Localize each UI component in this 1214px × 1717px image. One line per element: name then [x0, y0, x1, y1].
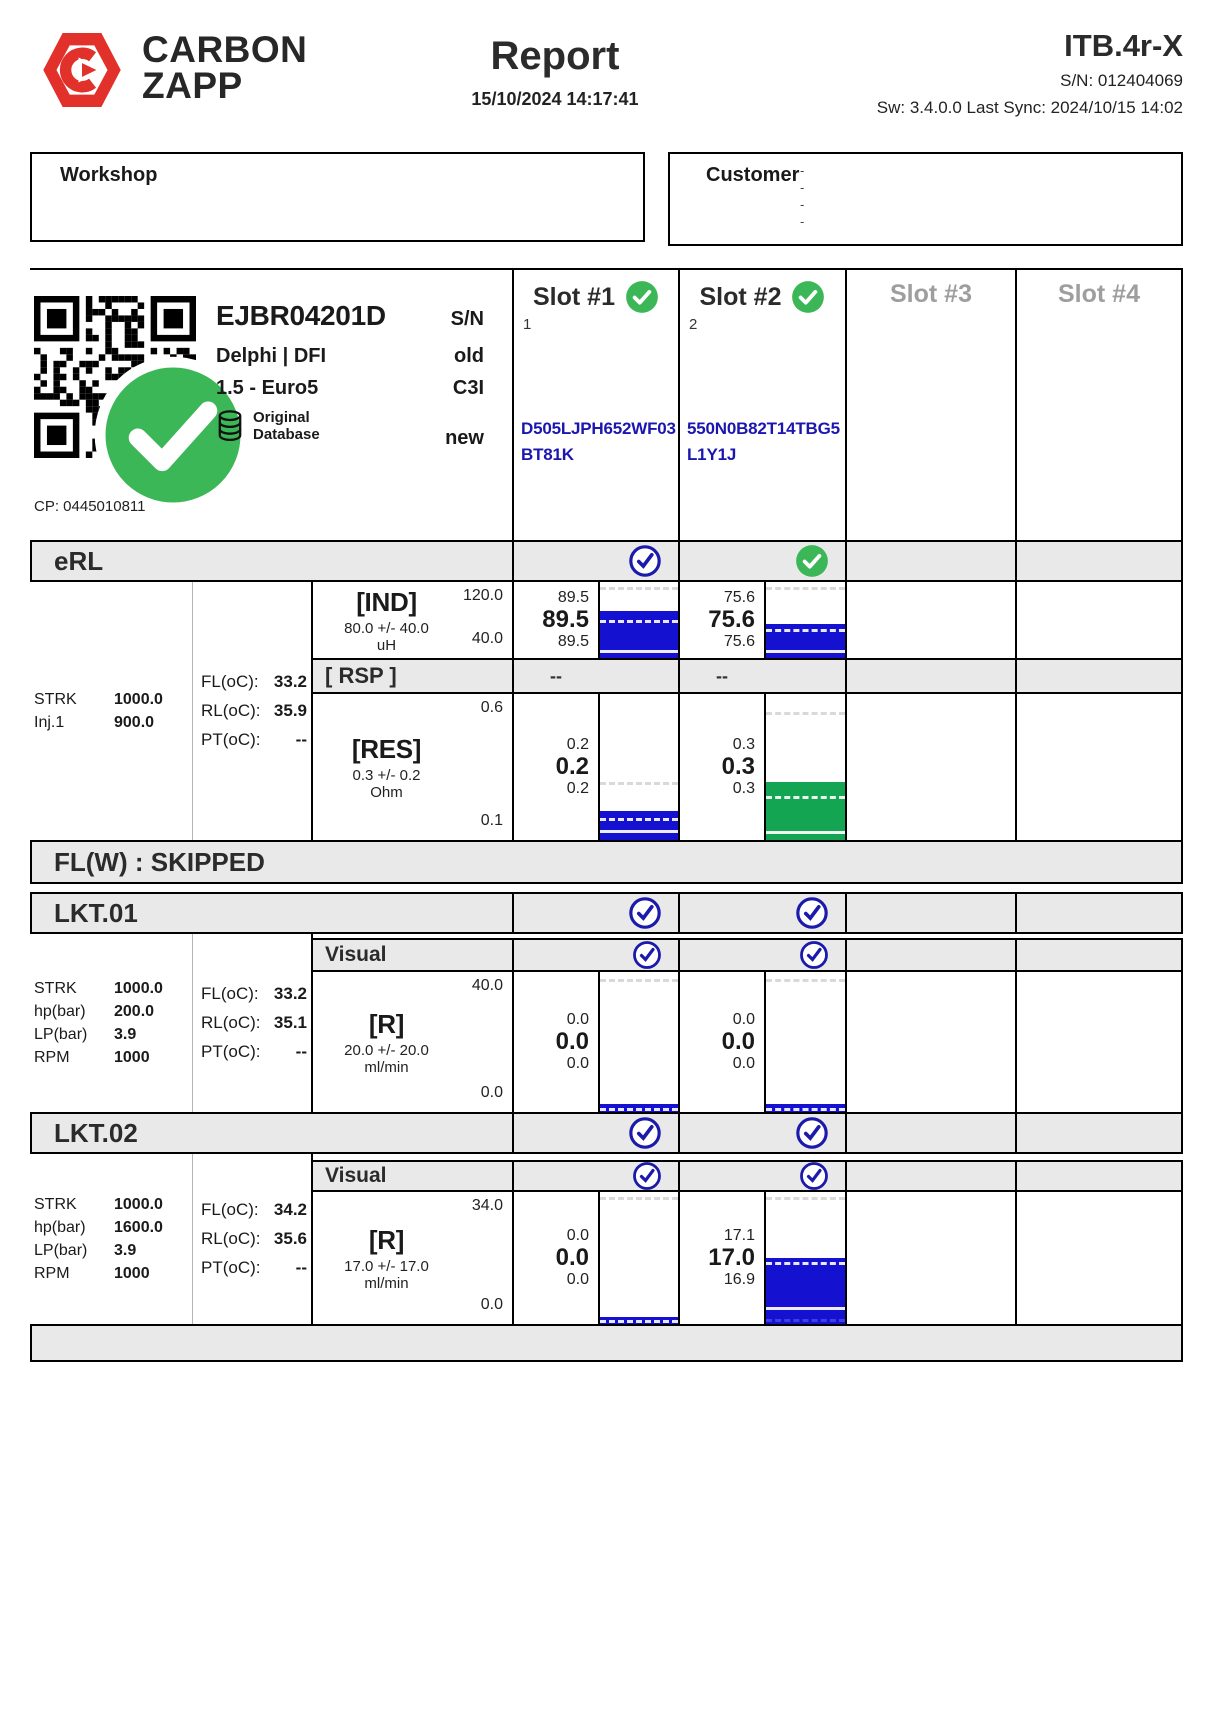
report-datetime: 15/10/2024 14:17:41: [471, 89, 639, 109]
slot-2-serial: 550N0B82T14TBG5 L1Y1J: [687, 419, 840, 465]
lkt02-r-tolerance: 17.0 +/- 17.0: [344, 1257, 429, 1275]
customer-lines: - - - -: [800, 163, 805, 229]
workshop-label: Workshop: [60, 164, 158, 186]
lkt02-visual-slot2-check-icon: [799, 1161, 829, 1191]
lkt02-visual-label: Visual: [325, 1164, 387, 1187]
lkt01-r-test-name: [R]: [368, 1008, 405, 1039]
rsp-test-name: [ RSP ]: [325, 663, 397, 688]
lkt02-params: STRK 1000.0 hp(bar) 1600.0 LP(bar) 3.9 RPM 1000: [30, 1154, 193, 1324]
res-slot2-values: 0.3 0.3 0.3: [721, 735, 755, 798]
results-table: [30, 268, 1183, 1362]
section-erl-body: [30, 582, 1183, 840]
lkt02-r-slot1-bar-gauge: [598, 1192, 678, 1324]
ind-scale-min: 40.0: [471, 630, 503, 647]
slot-1-serial: D505LJPH652WF03 BT81K: [521, 419, 676, 465]
lkt01-visual-slot1-check-icon: [632, 940, 662, 970]
table-footer-band: [30, 1324, 1183, 1362]
brand-line2: ZAPP: [142, 64, 243, 106]
section-lkt01-header: [30, 892, 1183, 934]
section-flw-header: [30, 840, 1183, 884]
slot-1-title: Slot #1: [533, 282, 615, 311]
col-label-new: new: [445, 427, 484, 449]
lkt01-slot1-check-icon: [628, 896, 662, 930]
col-label-old: old: [454, 345, 484, 367]
report-title-block: [395, 34, 715, 110]
lkt02-conditions: FL(oC): 34.2 RL(oC): 35.6 PT(oC): --: [193, 1154, 313, 1324]
res-test-name: [RES]: [351, 733, 422, 764]
erl-slot2-check-icon: [795, 544, 829, 578]
injector-details: [216, 300, 484, 450]
machine-model: ITB.4r-X: [1064, 28, 1183, 63]
page-title: Report: [490, 34, 620, 78]
carbon-zapp-logo-icon: [38, 26, 126, 114]
ind-slot1-bar-gauge: [598, 582, 678, 658]
slot-4-header: [1015, 270, 1183, 540]
slot-2-header: [678, 270, 845, 540]
test-row-rsp: [313, 658, 1183, 694]
lkt01-conditions: FL(oC): 33.2 RL(oC): 35.1 PT(oC): --: [193, 934, 313, 1112]
res-tolerance: 0.3 +/- 0.2: [352, 766, 421, 784]
slot-4-title: Slot #4: [1058, 280, 1140, 308]
lkt02-r-slot2-bar-gauge: [764, 1192, 845, 1324]
res-slot1-bar-gauge: [598, 694, 678, 840]
cp-number: CP: 0445010811: [34, 498, 146, 515]
lkt01-r-slot1-values: 0.0 0.0 0.0: [555, 1010, 589, 1073]
lkt02-r-unit: ml/min: [364, 1274, 409, 1292]
res-unit: Ohm: [370, 783, 403, 801]
ind-test-name: [IND]: [356, 586, 417, 617]
injector-make: Delphi | DFI: [216, 345, 327, 367]
lkt01-r-scale-max: 40.0: [471, 977, 503, 994]
res-slot1-values: 0.2 0.2 0.2: [555, 735, 589, 798]
lkt01-r-scale-min: 0.0: [480, 1084, 503, 1101]
ind-slot2-values: 75.6 75.6 75.6: [708, 588, 755, 651]
res-scale-max: 0.6: [480, 699, 503, 716]
col-label-c3i: C3I: [452, 377, 484, 399]
lkt01-params: STRK 1000.0 hp(bar) 200.0 LP(bar) 3.9 RPM 1000: [30, 934, 193, 1112]
slot-3-header: [845, 270, 1015, 540]
injector-engine: 1.5 - Euro5: [216, 377, 319, 399]
lkt02-r-scale-min: 0.0: [480, 1296, 503, 1313]
lkt01-r-slot1-bar-gauge: [598, 972, 678, 1112]
brand-line1: CARBON: [142, 29, 308, 70]
test-row-lkt01-r: [313, 972, 1183, 1112]
section-lkt01-label: LKT.01: [54, 897, 138, 928]
ind-scale-max: 120.0: [462, 587, 503, 604]
machine-info: [877, 28, 1183, 118]
machine-sync: Sw: 3.4.0.0 Last Sync: 2024/10/15 14:02: [876, 98, 1183, 117]
section-lkt02-body: [30, 1154, 1183, 1324]
section-lkt02-label: LKT.02: [54, 1117, 138, 1148]
database-label-1: Original: [253, 409, 310, 427]
rsp-slot2-value: --: [716, 665, 728, 686]
slot-1-number: 1: [523, 316, 532, 333]
test-row-res: [313, 694, 1183, 840]
injector-code: EJBR04201D: [216, 300, 386, 331]
slot-1-pass-check-icon: [625, 280, 659, 314]
injector-info-cell: [30, 270, 512, 540]
machine-serial: S/N: 012404069: [1060, 71, 1183, 90]
test-row-lkt02-r: [313, 1192, 1183, 1324]
customer-box: [668, 152, 1183, 246]
erl-slot1-check-icon: [628, 544, 662, 578]
database-label-2: Database: [253, 426, 320, 443]
slot-2-pass-check-icon: [791, 280, 825, 314]
slot-1-header: [512, 270, 678, 540]
ind-slot1-values: 89.5 89.5 89.5: [542, 588, 589, 651]
section-erl-header: [30, 540, 1183, 582]
slot-2-number: 2: [689, 316, 698, 333]
qr-code: [34, 296, 196, 458]
table-header-row: [30, 270, 1183, 540]
lkt01-slot2-check-icon: [795, 896, 829, 930]
col-label-sn: S/N: [450, 308, 484, 330]
res-slot2-bar-gauge: [764, 694, 845, 840]
lkt01-r-slot2-values: 0.0 0.0 0.0: [721, 1010, 755, 1073]
lkt01-visual-label: Visual: [325, 943, 387, 966]
ind-tolerance: 80.0 +/- 40.0: [344, 619, 429, 637]
erl-conditions: FL(oC): 33.2 RL(oC): 35.9 PT(oC): --: [193, 582, 313, 840]
lkt01-visual-row: [313, 938, 1183, 972]
lkt02-r-slot2-values: 17.1 17.0 16.9: [708, 1226, 755, 1289]
ind-unit: uH: [376, 636, 397, 654]
lkt02-visual-slot1-check-icon: [632, 1161, 662, 1191]
database-badge: [216, 410, 320, 444]
slot-2-title: Slot #2: [699, 282, 782, 311]
workshop-box: [30, 152, 645, 242]
res-scale-min: 0.1: [480, 812, 503, 829]
lkt02-slot1-check-icon: [628, 1116, 662, 1150]
customer-label: Customer: [706, 164, 800, 186]
lkt02-r-test-name: [R]: [368, 1224, 405, 1255]
section-erl-label: eRL: [54, 545, 104, 576]
section-lkt01-body: [30, 934, 1183, 1112]
test-row-ind: [313, 582, 1183, 658]
lkt01-visual-slot2-check-icon: [799, 940, 829, 970]
lkt02-r-slot1-values: 0.0 0.0 0.0: [555, 1226, 589, 1289]
lkt01-r-unit: ml/min: [364, 1058, 409, 1076]
lkt01-r-slot2-bar-gauge: [764, 972, 845, 1112]
lkt01-r-tolerance: 20.0 +/- 20.0: [344, 1041, 429, 1059]
rsp-slot1-value: --: [550, 665, 562, 686]
erl-params: STRK 1000.0 Inj.1 900.0: [30, 582, 193, 840]
lkt02-r-scale-max: 34.0: [471, 1197, 503, 1214]
section-flw-label: FL(W) : SKIPPED: [54, 846, 265, 877]
slot-3-title: Slot #3: [890, 280, 972, 308]
database-icon: [216, 410, 244, 444]
lkt02-visual-row: [313, 1160, 1183, 1192]
ind-slot2-bar-gauge: [764, 582, 845, 658]
lkt02-slot2-check-icon: [795, 1116, 829, 1150]
brand-name: [142, 29, 308, 106]
section-lkt02-header: [30, 1112, 1183, 1154]
